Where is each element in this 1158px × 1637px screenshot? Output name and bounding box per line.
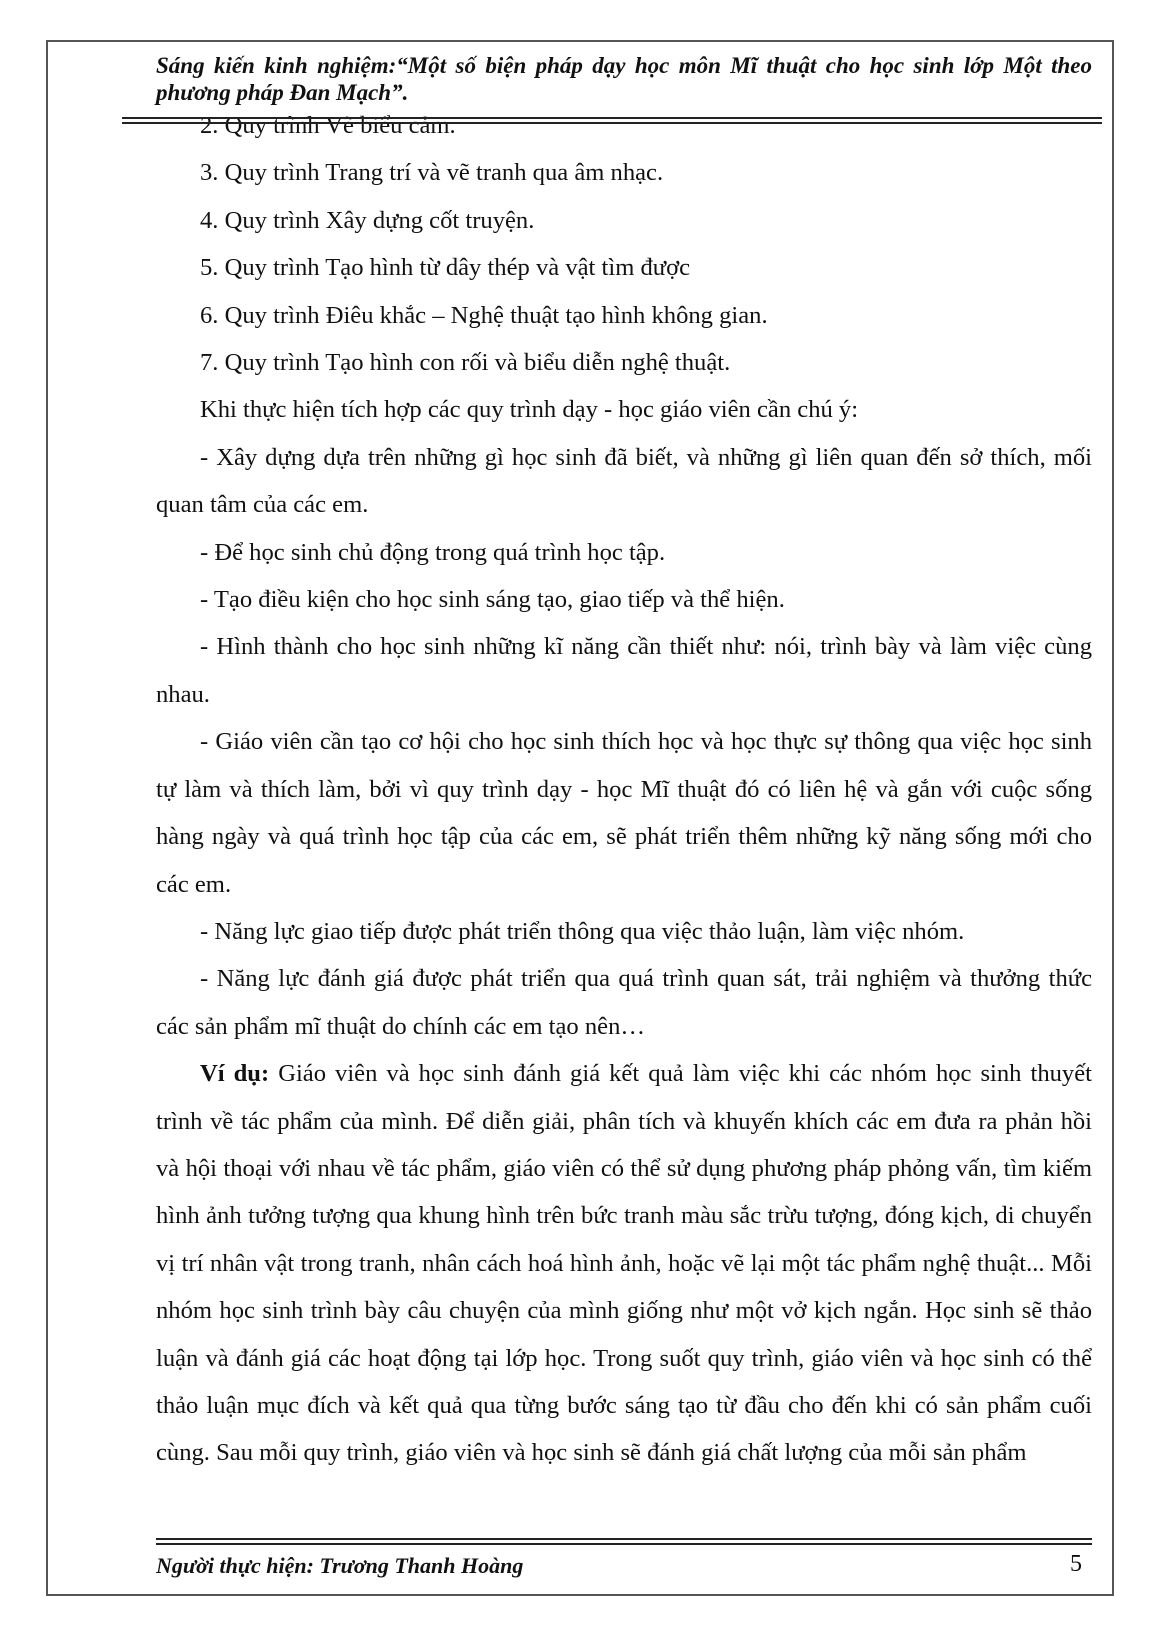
- paragraph-8: - Xây dựng dựa trên những gì học sinh đã biết, và những gì liên quan đến sở thích, mối quan tâm của các em.: [156, 443, 1092, 519]
- paragraph-12: - Giáo viên cần tạo cơ hội cho học sinh thích học và học thực sự thông qua việc học sinh tự làm và thích làm, bởi vì quy trình dạy - học Mĩ thuật đó có liên hệ và gắn với cuộc sống hàng ngày và quá trình học tập của các em, sẽ phát triển thêm những kỹ năng sống mới cho các em.: [156, 728, 1092, 898]
- footer-rule-bottom: [156, 1543, 1092, 1545]
- paragraph-2: 3. Quy trình Trang trí và vẽ tranh qua âm nhạc.: [200, 159, 664, 187]
- paragraph-5: 6. Quy trình Điêu khắc – Nghệ thuật tạo hình không gian.: [200, 301, 768, 329]
- paragraph-13: - Năng lực giao tiếp được phát triển thông qua việc thảo luận, làm việc nhóm.: [200, 917, 965, 945]
- paragraph-1: 2. Quy trình Vẽ biểu cảm.: [200, 112, 456, 139]
- example-label: Ví dụ:: [200, 1060, 270, 1088]
- paragraph-14: - Năng lực đánh giá được phát triển qua quá trình quan sát, trải nghiệm và thưởng thức các sản phẩm mĩ thuật do chính các em tạo nên…: [156, 965, 1092, 1040]
- paragraph-3: 4. Quy trình Xây dựng cốt truyện.: [200, 206, 535, 234]
- header-rule-bottom: [122, 122, 1102, 124]
- example-paragraph: [156, 1050, 1092, 1477]
- paragraph-9: - Để học sinh chủ động trong quá trình học tập.: [200, 538, 666, 566]
- paragraph-4: 5. Quy trình Tạo hình từ dây thép và vật tìm được: [200, 254, 691, 282]
- example-text: Giáo viên và học sinh đánh giá kết quả làm việc khi các nhóm học sinh thuyết trình về tác phẩm của mình. Để diễn giải, phân tích và khuyến khích các em đưa ra phản hồi và hội thoại với nhau về tác phẩm, giáo viên có thể sử dụng phương pháp phỏng vấn, tìm kiếm hình ảnh tưởng tượng qua khung hình trên bức tranh màu sắc trừu tượng, đóng kịch, di chuyển vị trí nhân vật trong tranh, nhân cách hoá hình ảnh, hoặc vẽ lại một tác phẩm nghệ thuật... Mỗi nhóm học sinh trình bày câu chuyện của mình giống như một vở kịch ngắn. Học sinh sẽ thảo luận và đánh giá các hoạt động tại lớp học. Trong suốt quy trình, giáo viên và học sinh có thể thảo luận mục đích và kết quả qua từng bước sáng tạo từ đầu cho đến khi có sản phẩm cuối cùng. Sau mỗi quy trình, giáo viên và học sinh sẽ đánh giá chất lượng của mỗi sản phẩm: [156, 1060, 1092, 1467]
- document-body: [156, 102, 1092, 1477]
- paragraph-7: Khi thực hiện tích hợp các quy trình dạy - học giáo viên cần chú ý:: [200, 396, 859, 424]
- paragraph-6: 7. Quy trình Tạo hình con rối và biểu diễn nghệ thuật.: [200, 349, 731, 377]
- document-header-title: Sáng kiến kinh nghiệm:“Một số biện pháp dạy học môn Mĩ thuật cho học sinh lớp Một theo phương pháp Đan Mạch”.: [156, 53, 1092, 105]
- header-rule-top: [122, 117, 1102, 119]
- page-number: 5: [1070, 1551, 1082, 1577]
- paragraph-10: - Tạo điều kiện cho học sinh sáng tạo, giao tiếp và thể hiện.: [200, 586, 785, 614]
- paragraph-11: - Hình thành cho học sinh những kĩ năng cần thiết như: nói, trình bày và làm việc cùng nhau.: [156, 633, 1092, 708]
- footer-author: Người thực hiện: Trương Thanh Hoàng: [156, 1553, 524, 1578]
- footer-rule-top: [156, 1538, 1092, 1540]
